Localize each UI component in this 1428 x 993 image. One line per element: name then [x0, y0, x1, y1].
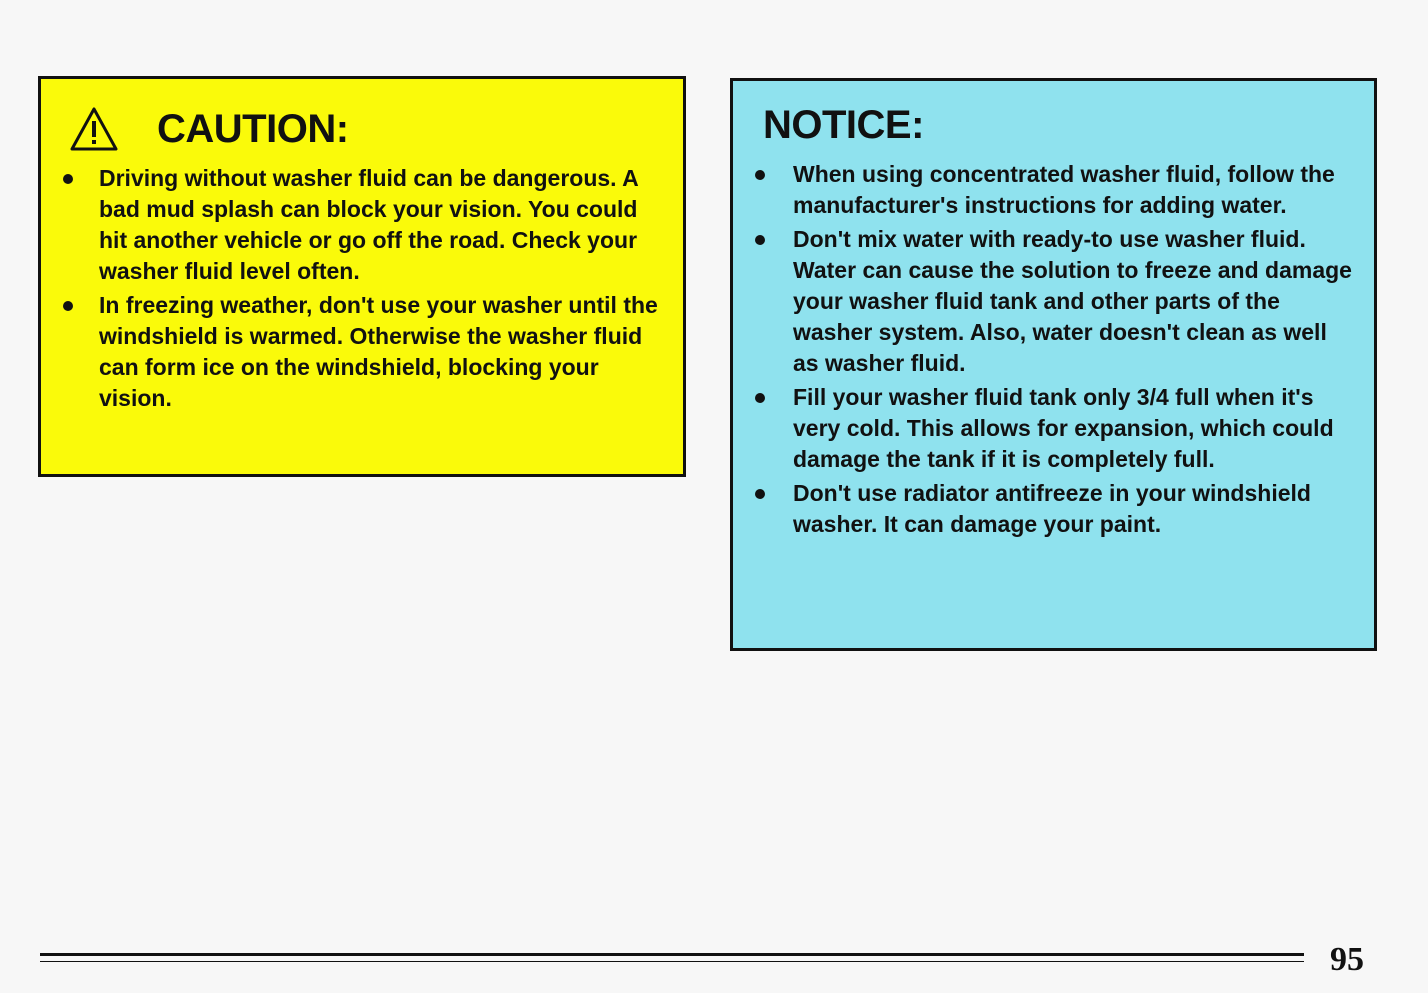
- caution-item-text: In freezing weather, don't use your washer until the windshield is warmed. Otherwise the washer fluid can form ice on the windshield, blocking your vision.: [99, 292, 658, 411]
- caution-item-text: Driving without washer fluid can be dangerous. A bad mud splash can block your vision. You could hit another vehicle or go off the road. Check your washer fluid level often.: [99, 165, 638, 284]
- notice-item-text: When using concentrated washer fluid, follow the manufacturer's instructions for adding water.: [793, 161, 1335, 218]
- notice-heading: [753, 101, 1354, 149]
- caution-item: [61, 163, 663, 287]
- caution-title: CAUTION:: [157, 107, 349, 151]
- notice-item: [753, 382, 1354, 475]
- warning-triangle-icon: [69, 106, 119, 152]
- footer-rule: [40, 953, 1304, 956]
- footer-rule-thin: [40, 961, 1304, 962]
- caution-list: [61, 163, 663, 414]
- notice-list: [753, 159, 1354, 540]
- bullet-icon: [755, 489, 765, 499]
- caution-item: [61, 290, 663, 414]
- caution-heading: [61, 105, 663, 153]
- notice-title: NOTICE:: [763, 103, 924, 147]
- notice-item: [753, 224, 1354, 379]
- bullet-icon: [755, 393, 765, 403]
- caution-box: [38, 76, 686, 477]
- notice-item-text: Don't use radiator antifreeze in your windshield washer. It can damage your paint.: [793, 480, 1311, 537]
- notice-item-text: Don't mix water with ready-to use washer fluid. Water can cause the solution to freeze and damage your washer fluid tank and other parts of the washer system. Also, water doesn't clean as well as washer fluid.: [793, 226, 1352, 376]
- notice-item-text: Fill your washer fluid tank only 3/4 full when it's very cold. This allows for expansion, which could damage the tank if it is completely full.: [793, 384, 1334, 472]
- bullet-icon: [63, 301, 73, 311]
- notice-item: [753, 478, 1354, 540]
- bullet-icon: [755, 170, 765, 180]
- notice-box: [730, 78, 1377, 651]
- bullet-icon: [755, 235, 765, 245]
- page-number: 95: [1330, 941, 1364, 978]
- notice-item: [753, 159, 1354, 221]
- bullet-icon: [63, 174, 73, 184]
